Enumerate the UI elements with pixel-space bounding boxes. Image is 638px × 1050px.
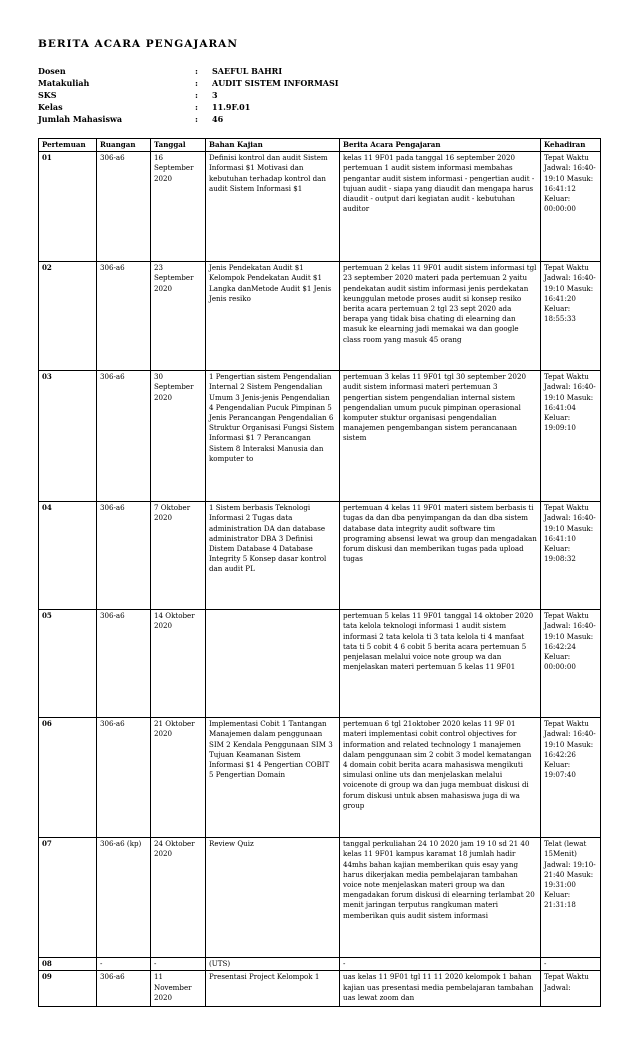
cell-pertemuan: 02	[39, 262, 97, 371]
info-value: 3	[212, 90, 218, 100]
info-colon: :	[195, 114, 198, 124]
header-kehadiran: Kehadiran	[541, 139, 601, 152]
cell-ruangan: 306-a6	[97, 610, 151, 718]
course-info	[38, 66, 438, 126]
cell-ruangan: 306-a6	[97, 262, 151, 371]
cell-berita-acara: pertemuan 3 kelas 11 9F01 tgl 30 september 2020 audit sistem informasi materi pertemuan 3 pengertian sistem pengendalian internal sistem pengendalian umum pucuk pimpinan operasional komputer stuktur organisasi pengendalian manajemen pengembangan sistem perancanaan sistem	[340, 371, 541, 502]
cell-pertemuan: 05	[39, 610, 97, 718]
cell-pertemuan: 09	[39, 971, 97, 1007]
cell-berita-acara: pertemuan 6 tgl 21oktober 2020 kelas 11 9F 01 materi implementasi cobit control objectives for information and related technology 1 manajemen dalam penggunaan sim 2 cobit 3 model kematangan 4 domain cobit berita acara mahasiswa mengikuti simulasi online uts dan menjelaskan melalui voicenote di group wa dan juga membuat diskusi di forum diskusi untuk absen mahasiswa juga di wa group	[340, 718, 541, 838]
cell-bahan-kajian: Jenis Pendekatan Audit $1 Kelompok Pendekatan Audit $1 Langka danMetode Audit $1 Jenis Jenis resiko	[206, 262, 340, 371]
cell-bahan-kajian: Presentasi Project Kelompok 1	[206, 971, 340, 1007]
cell-ruangan: 306-a6	[97, 371, 151, 502]
cell-tanggal: 7 Oktober 2020	[151, 502, 206, 610]
cell-berita-acara: -	[340, 958, 541, 971]
cell-tanggal: 11 November 2020	[151, 971, 206, 1007]
cell-pertemuan: 07	[39, 838, 97, 958]
info-colon: :	[195, 78, 198, 88]
cell-berita-acara: pertemuan 5 kelas 11 9F01 tanggal 14 oktober 2020 tata kelola teknologi informasi 1 audit sistem informasi 2 tata kelola ti 3 tata kelola ti 4 manfaat tata ti 5 cobit 4 6 cobit 5 berita acara pertemuan 5 penjelasan melalui voice note group wa dan menjelaskan materi pertemuan 5 kelas 11 9F01	[340, 610, 541, 718]
teaching-log-table	[38, 138, 601, 1007]
cell-kehadiran: Tepat Waktu Jadwal: 16:40-19:10 Masuk: 16:41:10 Keluar: 19:08:32	[541, 502, 601, 610]
cell-kehadiran: Tepat Waktu Jadwal: 16:40-19:10 Masuk: 16:41:20 Keluar: 18:55:33	[541, 262, 601, 371]
cell-tanggal: 21 Oktober 2020	[151, 718, 206, 838]
cell-kehadiran: Tepat Waktu Jadwal: 16:40-19:10 Masuk: 16:41:04 Keluar: 19:09:10	[541, 371, 601, 502]
cell-pertemuan: 06	[39, 718, 97, 838]
document-title: BERITA ACARA PENGAJARAN	[38, 38, 238, 50]
cell-ruangan: 306-a6	[97, 152, 151, 262]
header-bahan-kajian: Bahan Kajian	[206, 139, 340, 152]
table-row	[39, 610, 601, 718]
cell-pertemuan: 01	[39, 152, 97, 262]
cell-bahan-kajian: (UTS)	[206, 958, 340, 971]
cell-bahan-kajian	[206, 610, 340, 718]
info-row-matakuliah	[38, 78, 438, 90]
table-row	[39, 718, 601, 838]
info-colon: :	[195, 102, 198, 112]
cell-pertemuan: 04	[39, 502, 97, 610]
cell-tanggal: 24 Oktober 2020	[151, 838, 206, 958]
cell-ruangan: 306-a6	[97, 718, 151, 838]
table-row	[39, 371, 601, 502]
cell-berita-acara: pertemuan 2 kelas 11 9F01 audit sistem informasi tgl 23 september 2020 materi pada pertemuan 2 yaitu pendekatan audit sistim informasi jenis perdekatan keunggulan metode proses audit si konsep resiko berita acara pertemuan 2 tgl 23 sept 2020 ada berapa yang tidak bisa chating di elearning dan masuk ke elearning jadi memakai wa dan google class room yang masuk 45 orang	[340, 262, 541, 371]
cell-bahan-kajian: 1 Pengertian sistem Pengendalian Internal 2 Sistem Pengendalian Umum 3 Jenis-jenis Pengendalian 4 Pengendalian Pucuk Pimpinan 5 Jenis Perancangan Pengendalian 6 Struktur Organisasi Fungsi Sistem Informasi $1 7 Perancangan Sistem 8 Interaksi Manusia dan komputer to	[206, 371, 340, 502]
info-row-sks	[38, 90, 438, 102]
table-row	[39, 152, 601, 262]
info-value: SAEFUL BAHRI	[212, 66, 283, 76]
table-row	[39, 262, 601, 371]
cell-tanggal: 14 Oktober 2020	[151, 610, 206, 718]
info-label: Dosen	[38, 66, 66, 76]
table-row	[39, 971, 601, 1007]
info-row-kelas	[38, 102, 438, 114]
cell-ruangan: -	[97, 958, 151, 971]
info-value: 46	[212, 114, 224, 124]
info-value: 11.9F.01	[212, 102, 251, 112]
cell-kehadiran: Tepat Waktu Jadwal: 16:40-19:10 Masuk: 16:42:24 Keluar: 00:00:00	[541, 610, 601, 718]
info-value: AUDIT SISTEM INFORMASI	[212, 78, 339, 88]
cell-kehadiran: -	[541, 958, 601, 971]
info-label: Matakuliah	[38, 78, 90, 88]
cell-berita-acara: kelas 11 9F01 pada tanggal 16 september 2020 pertemuan 1 audit sistem informasi membahas pengantar audit sistem informasi - pengertian audit - tujuan audit - siapa yang diaudit dan mengapa harus diaudit - output dari kegiatan audit - kebutuhan auditor	[340, 152, 541, 262]
info-row-dosen	[38, 66, 438, 78]
cell-ruangan: 306-a6	[97, 502, 151, 610]
info-row-jumlah-mahasiswa	[38, 114, 438, 126]
header-ruangan: Ruangan	[97, 139, 151, 152]
info-label: Jumlah Mahasiswa	[38, 114, 123, 124]
cell-berita-acara: tanggal perkuliahan 24 10 2020 jam 19 10 sd 21 40 kelas 11 9F01 kampus karamat 18 jumlah hadir 44mhs bahan kajian memberikan quis esay yang harus dikerjakan media pembelajaran tambahan voice note menjelaskan materi group wa dan mengadakan forum diskusi di elearning terlambat 20 menit jaringan terputus rangkuman materi memberikan quis audit sistem informasi	[340, 838, 541, 958]
cell-pertemuan: 08	[39, 958, 97, 971]
header-tanggal: Tanggal	[151, 139, 206, 152]
cell-bahan-kajian: Definisi kontrol dan audit Sistem Informasi $1 Motivasi dan kebutuhan terhadap kontrol dan audit Sistem Informasi $1	[206, 152, 340, 262]
table-row	[39, 838, 601, 958]
info-colon: :	[195, 66, 198, 76]
cell-kehadiran: Tepat Waktu Jadwal: 16:40-19:10 Masuk: 16:41:12 Keluar: 00:00:00	[541, 152, 601, 262]
cell-pertemuan: 03	[39, 371, 97, 502]
cell-berita-acara: uas kelas 11 9F01 tgl 11 11 2020 kelompok 1 bahan kajian uas presentasi media pembelajaran tambahan uas lewat zoom dan	[340, 971, 541, 1007]
cell-kehadiran: Tepat Waktu Jadwal:	[541, 971, 601, 1007]
header-berita-acara: Berita Acara Pengajaran	[340, 139, 541, 152]
cell-kehadiran: Telat (lewat 15Menit) Jadwal: 19:10-21:40 Masuk: 19:31:00 Keluar: 21:31:18	[541, 838, 601, 958]
cell-kehadiran: Tepat Waktu Jadwal: 16:40-19:10 Masuk: 16:42:26 Keluar: 19:07:40	[541, 718, 601, 838]
table-row	[39, 502, 601, 610]
table-header-row	[39, 139, 601, 152]
info-colon: :	[195, 90, 198, 100]
cell-bahan-kajian: Review Quiz	[206, 838, 340, 958]
cell-berita-acara: pertemuan 4 kelas 11 9F01 materi sistem berbasis ti tugas da dan dba penyimpangan da dan dba sistem database data integrity audit software tim programing absensi lewat wa group dan mengadakan forum diskusi dan memberikan tugas pada upload tugas	[340, 502, 541, 610]
header-pertemuan: Pertemuan	[39, 139, 97, 152]
info-label: SKS	[38, 90, 57, 100]
info-label: Kelas	[38, 102, 63, 112]
cell-tanggal: 30 September 2020	[151, 371, 206, 502]
table-row	[39, 958, 601, 971]
cell-bahan-kajian: Implementasi Cobit 1 Tantangan Manajemen dalam penggunaan SIM 2 Kendala Penggunaan SIM 3 Tujuan Keamanan Sistem Informasi $1 4 Pengertian COBIT 5 Pengertian Domain	[206, 718, 340, 838]
cell-ruangan: 306-a6 (kp)	[97, 838, 151, 958]
cell-tanggal: -	[151, 958, 206, 971]
cell-tanggal: 16 September 2020	[151, 152, 206, 262]
cell-ruangan: 306-a6	[97, 971, 151, 1007]
cell-tanggal: 23 September 2020	[151, 262, 206, 371]
cell-bahan-kajian: 1 Sistem berbasis Teknologi Informasi 2 Tugas data administration DA dan database administrator DBA 3 Definisi Distem Database 4 Database Integrity 5 Konsep dasar kontrol dan audit PL	[206, 502, 340, 610]
